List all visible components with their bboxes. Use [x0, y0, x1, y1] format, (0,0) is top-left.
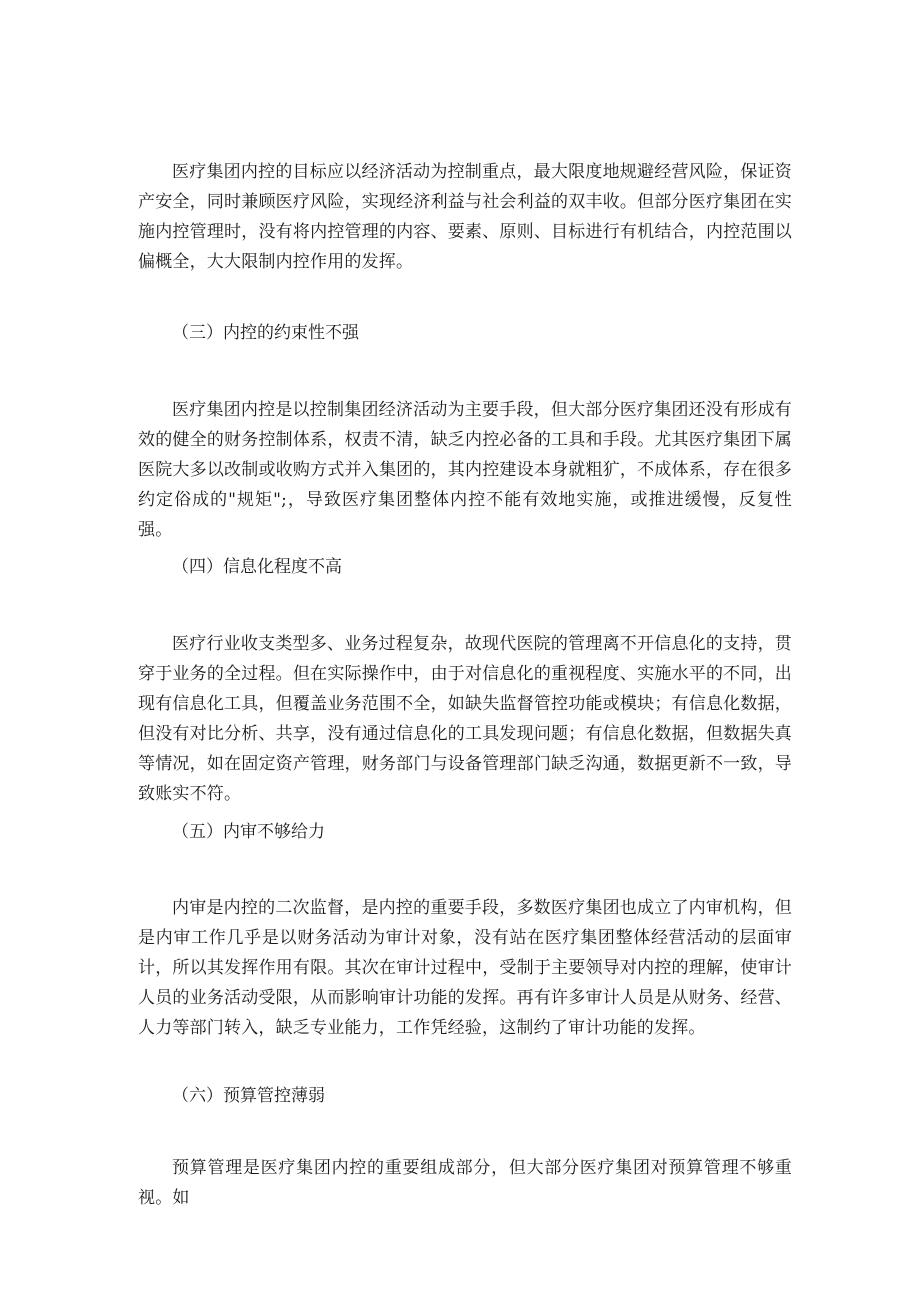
paragraph-constraint-weak: 医疗集团内控是以控制集团经济活动为主要手段，但大部分医疗集团还没有形成有效的健全的财务控制体系，权责不清，缺乏内控必备的工具和手段。尤其医疗集团下属医院大多以改制或收购方式并入集团的，其内控建设本身就粗犷，不成体系，存在很多约定俗成的"规矩";，导致医疗集团整体内控不能有效地实施，或推进缓慢，反复性强。 — [138, 400, 792, 540]
paragraph-informatization: 医疗行业收支类型多、业务过程复杂，故现代医院的管理离不开信息化的支持，贯穿于业务的全过程。但在实际操作中，由于对信息化的重视程度、实施水平的不同，出现有信息化工具，但覆盖业务范围不全，如缺失监督管控功能或模块；有信息化数据，但没有对比分析、共享，没有通过信息化的工具发现问题；有信息化数据，但数据失真等情况，如在固定资产管理，财务部门与设备管理部门缺乏沟通，数据更新不一致，导致账实不符。 — [138, 634, 792, 804]
section-heading-4: （四）信息化程度不高 — [172, 557, 342, 577]
paragraph-budget-control: 预算管理是医疗集团内控的重要组成部分，但大部分医疗集团对预算管理不够重视。如 — [138, 1158, 792, 1208]
section-heading-5: （五）内审不够给力 — [172, 822, 325, 842]
section-heading-3: （三）内控的约束性不强 — [172, 323, 359, 343]
paragraph-internal-audit: 内审是内控的二次监督，是内控的重要手段，多数医疗集团也成立了内审机构，但是内审工作几乎是以财务活动为审计对象，没有站在医疗集团整体经营活动的层面审计，所以其发挥作用有限。其次在审计过程中，受制于主要领导对内控的理解，使审计人员的业务活动受限，从而影响审计功能的发挥。再有许多审计人员是从财务、经营、人力等部门转入，缺乏专业能力，工作凭经验，这制约了审计功能的发挥。 — [138, 898, 792, 1038]
paragraph-internal-control-goals: 医疗集团内控的目标应以经济活动为控制重点，最大限度地规避经营风险，保证资产安全，同时兼顾医疗风险，实现经济利益与社会利益的双丰收。但部分医疗集团在实施内控管理时，没有将内控管理的内容、要素、原则、目标进行有机结合，内控范围以偏概全，大大限制内控作用的发挥。 — [138, 162, 792, 272]
section-heading-6: （六）预算管控薄弱 — [172, 1086, 325, 1106]
